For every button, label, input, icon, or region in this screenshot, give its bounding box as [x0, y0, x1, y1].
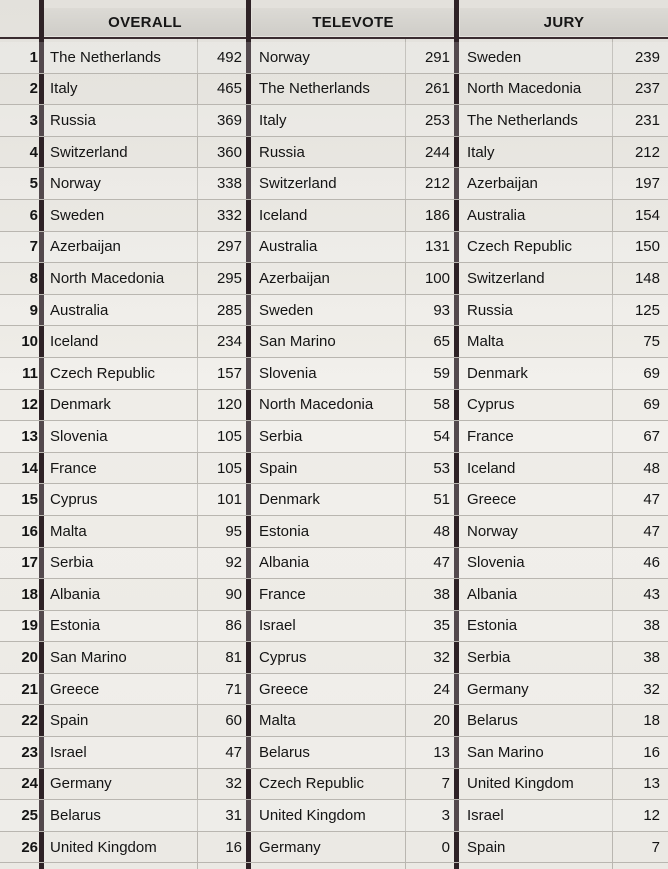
jury-points: 125 — [634, 301, 660, 319]
jury-points: 75 — [643, 333, 660, 351]
overall-country: France — [50, 459, 97, 477]
overall-points: 90 — [225, 585, 242, 603]
table-row — [0, 769, 668, 801]
jury-country: Azerbaijan — [467, 175, 538, 193]
jury-country: San Marino — [467, 743, 544, 761]
jury-points: 154 — [634, 206, 660, 224]
jury-country: United Kingdom — [467, 775, 574, 793]
televote-country: Estonia — [259, 522, 310, 540]
rank-cell: 22 — [21, 712, 38, 730]
header-divider — [0, 37, 668, 39]
televote-country: Serbia — [259, 427, 303, 445]
table-row — [0, 74, 668, 106]
rank-cell: 4 — [29, 143, 38, 161]
jury-country: Estonia — [467, 617, 518, 635]
jury-country: Greece — [467, 491, 517, 509]
table-row — [0, 484, 668, 516]
overall-points: 60 — [225, 712, 242, 730]
televote-points: 291 — [424, 48, 450, 66]
jury-country: Israel — [467, 807, 504, 825]
overall-points: 297 — [216, 238, 242, 256]
televote-country: Germany — [259, 838, 321, 856]
jury-points: 47 — [643, 522, 660, 540]
table-row — [0, 453, 668, 485]
overall-points: 16 — [225, 838, 242, 856]
overall-points: 492 — [216, 48, 242, 66]
jury-country: France — [467, 427, 514, 445]
jury-points: 18 — [643, 712, 660, 730]
overall-points: 465 — [216, 80, 242, 98]
table-row — [0, 800, 668, 832]
overall-country: Iceland — [50, 333, 99, 351]
jury-country: Cyprus — [467, 396, 515, 414]
jury-points: 38 — [643, 617, 660, 635]
televote-points: 261 — [424, 80, 450, 98]
overall-points: 234 — [216, 333, 242, 351]
televote-points: 48 — [433, 522, 450, 540]
overall-points: 332 — [216, 206, 242, 224]
rank-cell: 12 — [21, 396, 38, 414]
jury-points: 38 — [643, 649, 660, 667]
televote-points: 24 — [433, 680, 450, 698]
televote-points: 13 — [433, 743, 450, 761]
televote-points: 58 — [433, 396, 450, 414]
televote-header: TELEVOTE — [252, 8, 454, 36]
jury-points: 48 — [643, 459, 660, 477]
rank-cell: 5 — [29, 175, 38, 193]
table-row — [0, 200, 668, 232]
overall-country: Estonia — [50, 617, 101, 635]
overall-points: 369 — [216, 111, 242, 129]
overall-points: 32 — [225, 775, 242, 793]
overall-country: United Kingdom — [50, 838, 157, 856]
overall-points: 120 — [216, 396, 242, 414]
televote-country: Switzerland — [259, 175, 337, 193]
overall-points: 95 — [225, 522, 242, 540]
jury-country: Malta — [467, 333, 504, 351]
jury-country: Iceland — [467, 459, 516, 477]
televote-country: Greece — [259, 680, 309, 698]
jury-country: Albania — [467, 585, 518, 603]
rank-cell: 15 — [21, 491, 38, 509]
rank-cell: 25 — [21, 807, 38, 825]
televote-points: 100 — [424, 269, 450, 287]
rank-cell: 21 — [21, 680, 38, 698]
jury-points: 231 — [634, 111, 660, 129]
overall-country: Slovenia — [50, 427, 108, 445]
jury-country: Slovenia — [467, 554, 525, 572]
table-row — [0, 548, 668, 580]
televote-points: 65 — [433, 333, 450, 351]
rank-cell: 2 — [29, 80, 38, 98]
rank-cell: 3 — [29, 111, 38, 129]
televote-country: San Marino — [259, 333, 336, 351]
rank-cell: 10 — [21, 333, 38, 351]
overall-country: Australia — [50, 301, 109, 319]
televote-country: Russia — [259, 143, 305, 161]
overall-country: Czech Republic — [50, 364, 156, 382]
jury-country: Spain — [467, 838, 506, 856]
jury-points: 239 — [634, 48, 660, 66]
televote-points: 35 — [433, 617, 450, 635]
table-row — [0, 737, 668, 769]
overall-country: North Macedonia — [50, 269, 165, 287]
jury-points: 12 — [643, 807, 660, 825]
televote-points: 186 — [424, 206, 450, 224]
table-row — [0, 611, 668, 643]
televote-country: Iceland — [259, 206, 308, 224]
jury-country: Norway — [467, 522, 518, 540]
televote-points: 53 — [433, 459, 450, 477]
televote-country: Australia — [259, 238, 318, 256]
jury-country: Belarus — [467, 712, 518, 730]
jury-points: 197 — [634, 175, 660, 193]
televote-country: Belarus — [259, 743, 310, 761]
jury-country: Switzerland — [467, 269, 545, 287]
jury-country: North Macedonia — [467, 80, 582, 98]
televote-country: Spain — [259, 459, 298, 477]
table-row — [0, 516, 668, 548]
table-row — [0, 105, 668, 137]
jury-points: 69 — [643, 396, 660, 414]
jury-country: Germany — [467, 680, 529, 698]
televote-points: 212 — [424, 175, 450, 193]
table-row — [0, 295, 668, 327]
rank-cell: 16 — [21, 522, 38, 540]
jury-country: Denmark — [467, 364, 528, 382]
jury-points: 67 — [643, 427, 660, 445]
overall-country: Belarus — [50, 807, 101, 825]
table-row — [0, 579, 668, 611]
jury-points: 148 — [634, 269, 660, 287]
televote-points: 244 — [424, 143, 450, 161]
jury-points: 237 — [634, 80, 660, 98]
jury-points: 7 — [651, 838, 660, 856]
jury-points: 32 — [643, 680, 660, 698]
televote-country: Slovenia — [259, 364, 317, 382]
overall-country: The Netherlands — [50, 48, 161, 66]
televote-country: Sweden — [259, 301, 314, 319]
jury-header: JURY — [460, 8, 668, 36]
televote-points: 59 — [433, 364, 450, 382]
televote-country: Israel — [259, 617, 296, 635]
rank-cell: 13 — [21, 427, 38, 445]
overall-points: 92 — [225, 554, 242, 572]
televote-country: United Kingdom — [259, 807, 366, 825]
table-row — [0, 705, 668, 737]
televote-points: 7 — [441, 775, 450, 793]
table-row — [0, 263, 668, 295]
table-row — [0, 642, 668, 674]
televote-country: North Macedonia — [259, 396, 374, 414]
televote-country: Czech Republic — [259, 775, 365, 793]
televote-points: 0 — [441, 838, 450, 856]
overall-country: Spain — [50, 712, 89, 730]
televote-country: Azerbaijan — [259, 269, 330, 287]
overall-points: 285 — [216, 301, 242, 319]
table-row — [0, 326, 668, 358]
rank-cell: 1 — [29, 48, 38, 66]
televote-country: Norway — [259, 48, 310, 66]
televote-points: 93 — [433, 301, 450, 319]
rank-cell: 17 — [21, 554, 38, 572]
table-row — [0, 137, 668, 169]
overall-country: San Marino — [50, 649, 127, 667]
overall-country: Cyprus — [50, 491, 98, 509]
overall-country: Malta — [50, 522, 87, 540]
overall-points: 157 — [216, 364, 242, 382]
rank-cell: 6 — [29, 206, 38, 224]
table-body — [0, 42, 668, 863]
overall-country: Norway — [50, 175, 101, 193]
table-row — [0, 832, 668, 864]
televote-country: Malta — [259, 712, 296, 730]
jury-points: 16 — [643, 743, 660, 761]
overall-country: Switzerland — [50, 143, 128, 161]
rank-cell: 11 — [22, 364, 38, 382]
televote-points: 253 — [424, 111, 450, 129]
jury-points: 46 — [643, 554, 660, 572]
televote-country: Denmark — [259, 491, 320, 509]
televote-points: 47 — [433, 554, 450, 572]
rank-cell: 8 — [29, 269, 38, 287]
televote-country: Albania — [259, 554, 310, 572]
table-row — [0, 358, 668, 390]
televote-points: 38 — [433, 585, 450, 603]
overall-country: Albania — [50, 585, 101, 603]
rank-cell: 26 — [21, 838, 38, 856]
jury-country: Serbia — [467, 649, 511, 667]
table-row — [0, 421, 668, 453]
overall-points: 86 — [225, 617, 242, 635]
overall-points: 105 — [216, 427, 242, 445]
jury-country: The Netherlands — [467, 111, 578, 129]
rank-cell: 23 — [21, 743, 38, 761]
rank-cell: 24 — [21, 775, 38, 793]
table-row — [0, 42, 668, 74]
table-row — [0, 168, 668, 200]
overall-points: 81 — [225, 649, 242, 667]
overall-points: 47 — [225, 743, 242, 761]
table-row — [0, 390, 668, 422]
table-row — [0, 674, 668, 706]
rank-cell: 14 — [21, 459, 38, 477]
overall-country: Serbia — [50, 554, 94, 572]
overall-points: 101 — [216, 491, 242, 509]
overall-country: Sweden — [50, 206, 105, 224]
jury-points: 13 — [643, 775, 660, 793]
televote-points: 20 — [433, 712, 450, 730]
rank-cell: 18 — [21, 585, 38, 603]
jury-points: 212 — [634, 143, 660, 161]
rank-cell: 7 — [29, 238, 38, 256]
rank-cell: 19 — [21, 617, 38, 635]
overall-country: Denmark — [50, 396, 111, 414]
televote-points: 3 — [441, 807, 450, 825]
jury-country: Czech Republic — [467, 238, 573, 256]
overall-points: 338 — [216, 175, 242, 193]
overall-points: 31 — [225, 807, 242, 825]
televote-country: Italy — [259, 111, 287, 129]
televote-points: 51 — [433, 491, 450, 509]
televote-points: 54 — [433, 427, 450, 445]
jury-points: 150 — [634, 238, 660, 256]
jury-country: Australia — [467, 206, 526, 224]
overall-header: OVERALL — [44, 8, 246, 36]
overall-points: 295 — [216, 269, 242, 287]
jury-country: Sweden — [467, 48, 522, 66]
jury-points: 47 — [643, 491, 660, 509]
televote-points: 131 — [424, 238, 450, 256]
overall-points: 71 — [225, 680, 242, 698]
jury-points: 43 — [643, 585, 660, 603]
overall-country: Azerbaijan — [50, 238, 121, 256]
jury-country: Italy — [467, 143, 495, 161]
jury-country: Russia — [467, 301, 513, 319]
televote-country: The Netherlands — [259, 80, 370, 98]
overall-country: Greece — [50, 680, 100, 698]
jury-points: 69 — [643, 364, 660, 382]
overall-country: Russia — [50, 111, 96, 129]
table-row — [0, 232, 668, 264]
overall-country: Italy — [50, 80, 78, 98]
overall-country: Germany — [50, 775, 112, 793]
overall-points: 360 — [216, 143, 242, 161]
rank-cell: 20 — [21, 649, 38, 667]
rank-cell: 9 — [29, 301, 38, 319]
televote-country: Cyprus — [259, 649, 307, 667]
overall-country: Israel — [50, 743, 87, 761]
televote-country: France — [259, 585, 306, 603]
televote-points: 32 — [433, 649, 450, 667]
overall-points: 105 — [216, 459, 242, 477]
